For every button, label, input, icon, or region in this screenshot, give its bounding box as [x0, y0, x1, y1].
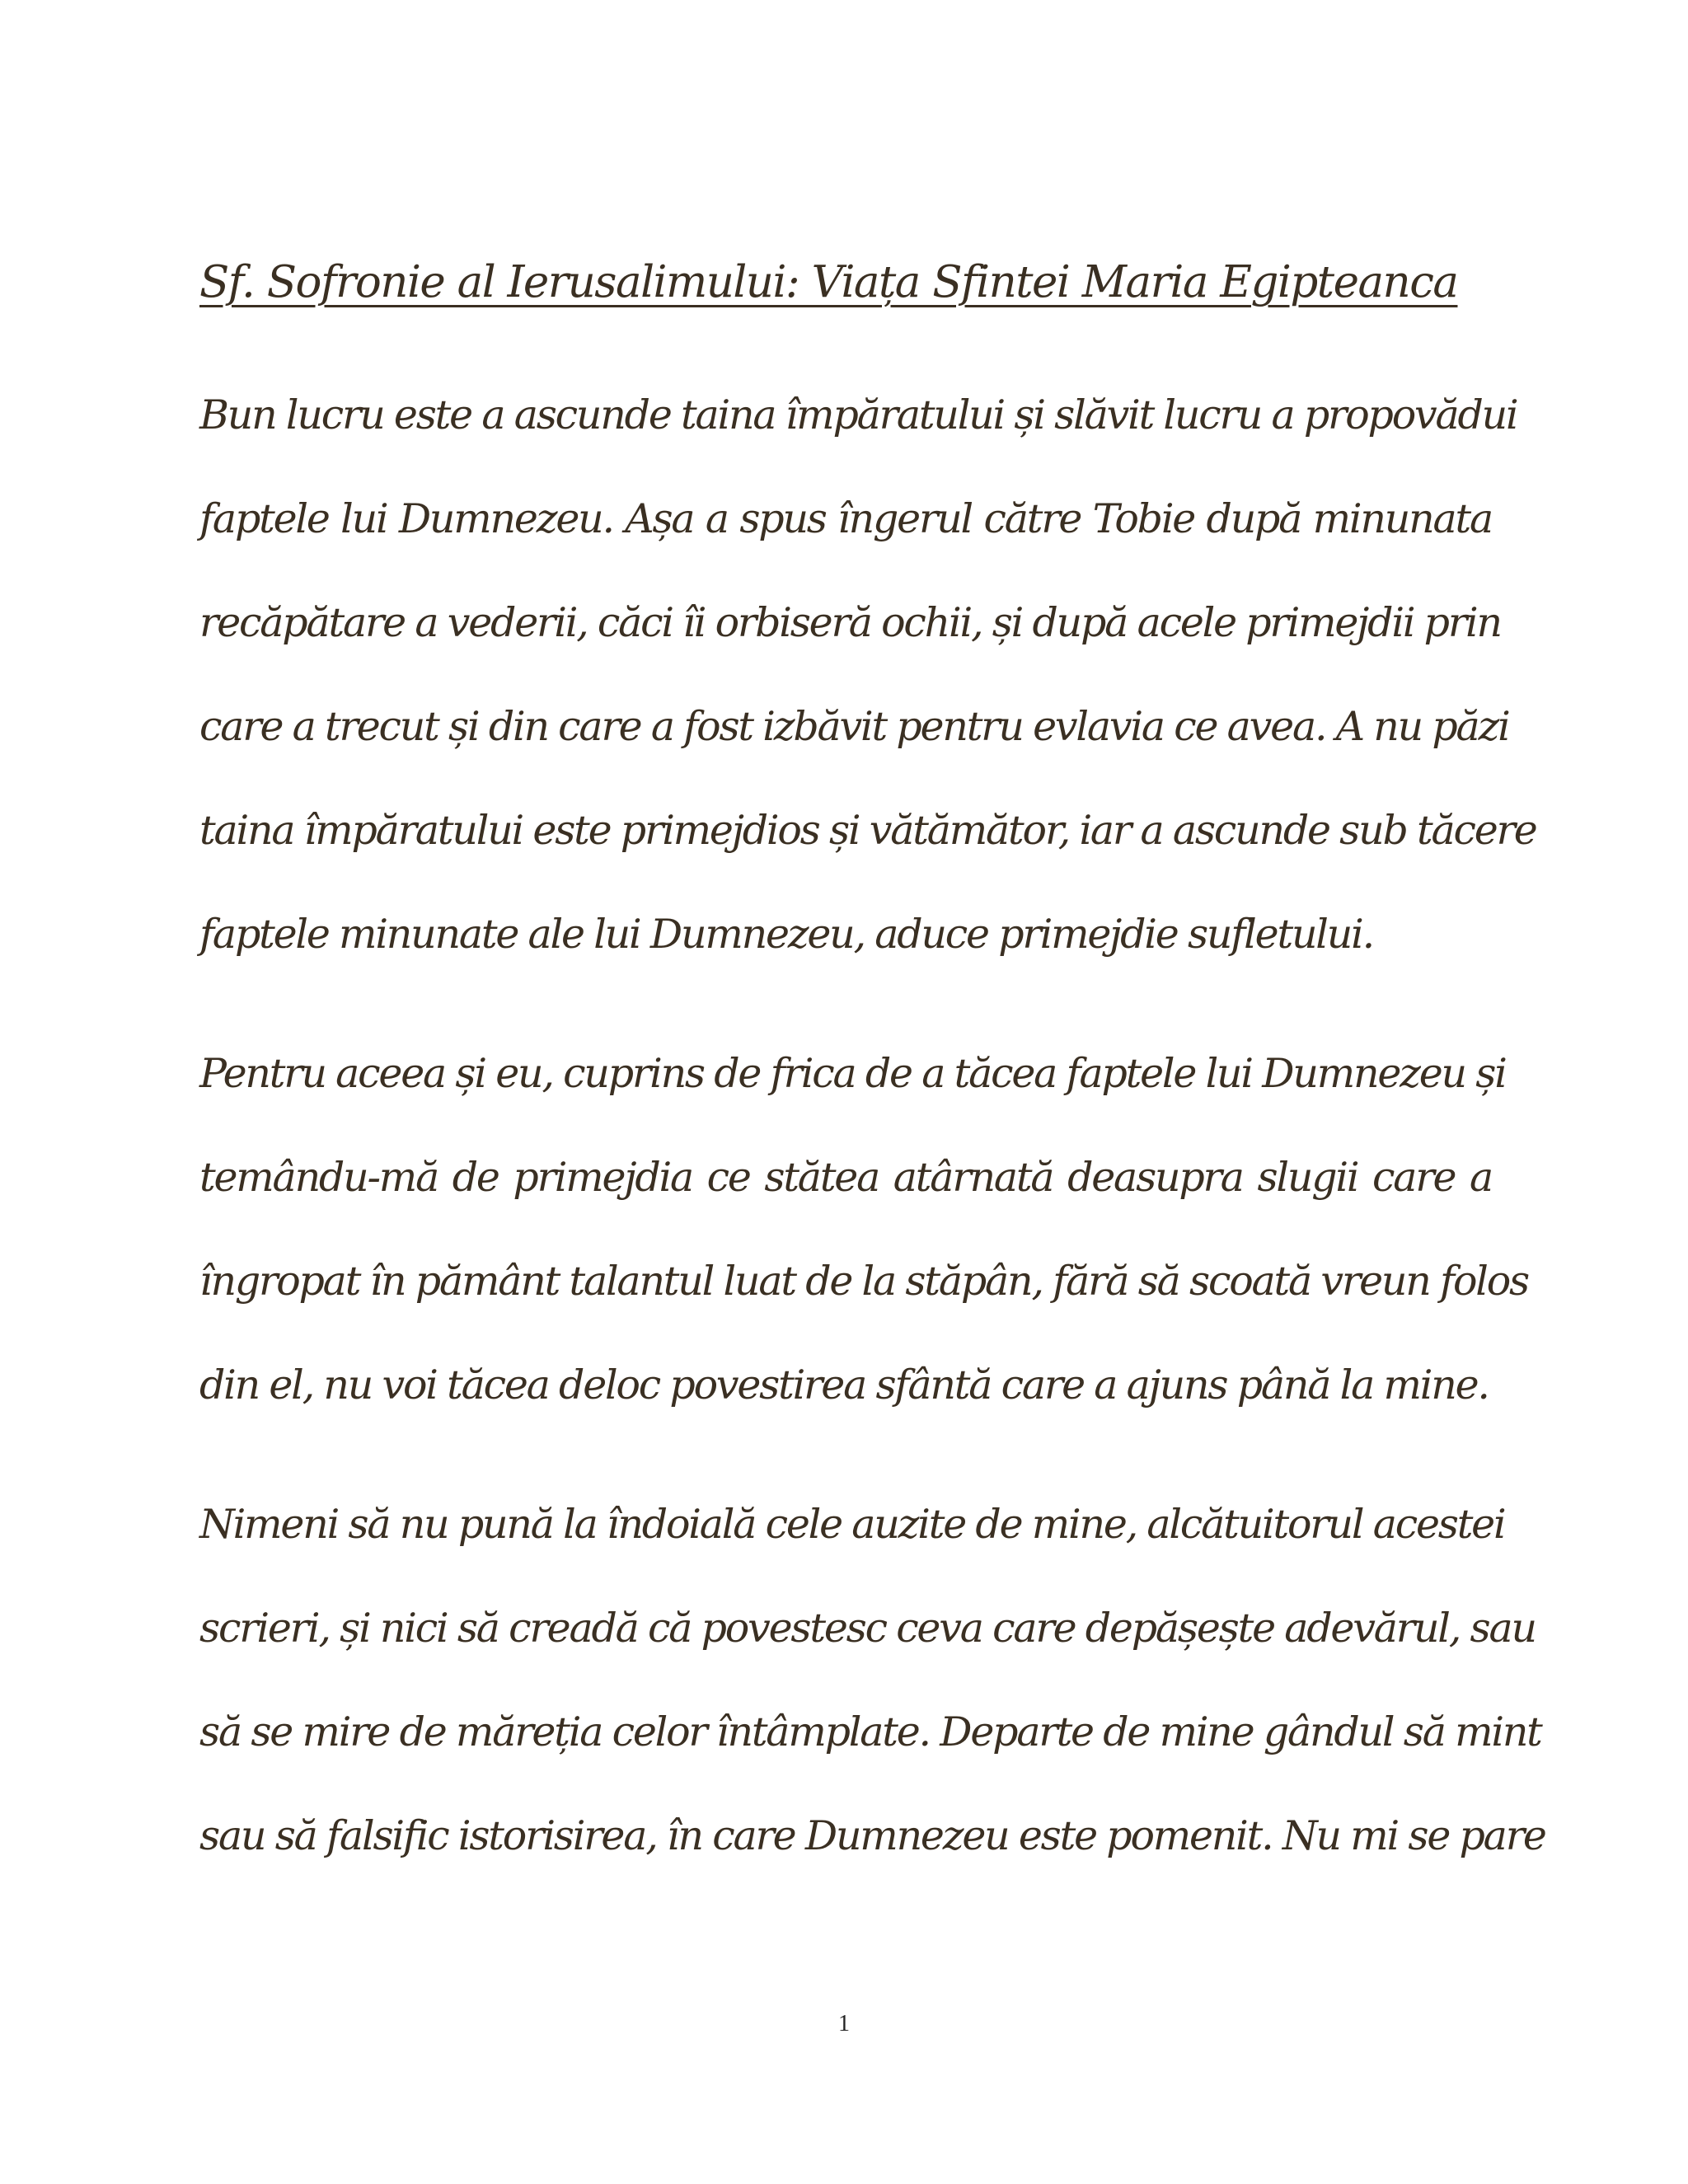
document-body — [199, 243, 1545, 1924]
text-line: faptele lui Dumnezeu. Așa a spus îngerul către Tobie după minunata — [199, 495, 1492, 542]
text-line: recăpătare a vederii, căci îi orbiseră ochii, și după acele primejdii prin — [199, 599, 1501, 646]
text-line: Pentru aceea și eu, cuprins de frica de a tăcea faptele lui Dumnezeu și — [199, 1050, 1506, 1097]
text-line: din el, nu voi tăcea deloc povestirea sfântă care a ajuns până la mine. — [199, 1361, 1489, 1408]
text-line: Bun lucru este a ascunde taina împăratului și slăvit lucru a propovădui — [199, 391, 1517, 438]
text-line: scrieri, și nici să creadă că povestesc ceva care depășește adevărul, sau — [199, 1605, 1536, 1652]
text-line: care a trecut și din care a fost izbăvit pentru evlavia ce avea. A nu păzi — [199, 703, 1509, 750]
paragraph-1 — [199, 363, 1536, 987]
page-number: 1 — [838, 2011, 850, 2036]
text-line: faptele minunate ale lui Dumnezeu, aduce primejdie sufletului. — [199, 911, 1373, 958]
text-line: să se mire de măreția celor întâmplate. Departe de mine gândul să mint — [199, 1708, 1541, 1755]
text-line: sau să falsific istorisirea, în care Dumnezeu este pomenit. Nu mi se pare — [199, 1812, 1545, 1859]
paragraph-3 — [199, 1473, 1545, 1888]
text-line: îngropat în pământ talantul luat de la stăpân, fără să scoată vreun folos — [199, 1258, 1528, 1305]
document-title: Sf. Sofronie al Ierusalimului: Viața Sfintei Maria Egipteanca — [199, 257, 1458, 307]
text-line: Nimeni să nu pună la îndoială cele auzite de mine, alcătuitorul acestei — [199, 1501, 1505, 1548]
text-line: temându-mă de primejdia ce stătea atârnată deasupra slugii care a — [199, 1154, 1492, 1201]
text-line: taina împăratului este primejdios și vătămător, iar a ascunde sub tăcere — [199, 807, 1536, 854]
paragraph-2 — [199, 1022, 1528, 1437]
